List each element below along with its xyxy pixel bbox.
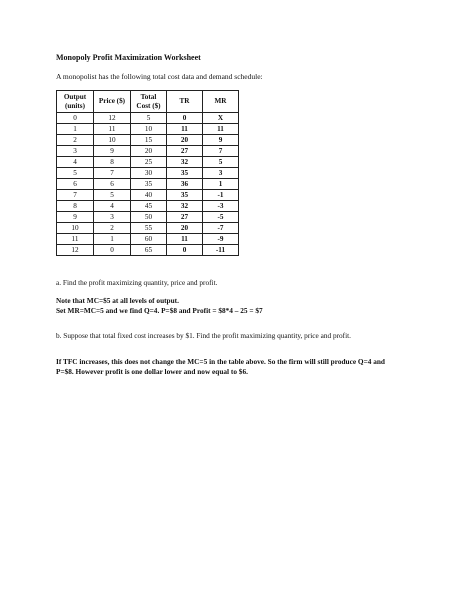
- cell-total-cost: 25: [131, 157, 167, 168]
- cell-total-cost: 60: [131, 234, 167, 245]
- answer-b-line1: If TFC increases, this does not change the MC=5 in the table above. So the firm will still produce Q=4 and: [56, 357, 385, 366]
- cell-price: 1: [94, 234, 131, 245]
- table-row: [57, 223, 239, 234]
- cell-tr: 11: [167, 124, 203, 135]
- cell-total-cost: 65: [131, 245, 167, 256]
- cell-tr: 35: [167, 168, 203, 179]
- cell-output: 6: [57, 179, 94, 190]
- cell-mr: -5: [203, 212, 239, 223]
- cell-mr: -3: [203, 201, 239, 212]
- worksheet-title: Monopoly Profit Maximization Worksheet: [56, 53, 201, 62]
- cell-mr: X: [203, 113, 239, 124]
- cell-price: 7: [94, 168, 131, 179]
- table-row: [57, 168, 239, 179]
- cell-price: 12: [94, 113, 131, 124]
- cell-tr: 35: [167, 190, 203, 201]
- cell-tr: 36: [167, 179, 203, 190]
- cell-price: 4: [94, 201, 131, 212]
- answer-b-line2: P=$8. However profit is one dollar lower and now equal to $6.: [56, 367, 248, 376]
- header-total-cost-line2: Cost ($): [136, 101, 161, 110]
- cell-output: 5: [57, 168, 94, 179]
- cell-total-cost: 30: [131, 168, 167, 179]
- table-row: [57, 124, 239, 135]
- answer-a-line2: Set MR=MC=5 and we find Q=4. P=$8 and Profit = $8*4 – 25 = $7: [56, 306, 263, 315]
- cell-output: 9: [57, 212, 94, 223]
- header-output: [57, 91, 94, 113]
- question-b: b. Suppose that total fixed cost increases by $1. Find the profit maximizing quantity, price and profit.: [56, 331, 351, 340]
- cell-price: 2: [94, 223, 131, 234]
- cell-output: 8: [57, 201, 94, 212]
- table-row: [57, 135, 239, 146]
- header-mr-line1: MR: [214, 97, 227, 105]
- table-row: [57, 234, 239, 245]
- cell-price: 6: [94, 179, 131, 190]
- answer-b: [56, 357, 426, 377]
- cell-mr: 11: [203, 124, 239, 135]
- cell-tr: 32: [167, 157, 203, 168]
- header-price: [94, 91, 131, 113]
- cell-total-cost: 15: [131, 135, 167, 146]
- cell-tr: 32: [167, 201, 203, 212]
- cell-output: 7: [57, 190, 94, 201]
- cell-total-cost: 20: [131, 146, 167, 157]
- cell-price: 10: [94, 135, 131, 146]
- cell-tr: 0: [167, 245, 203, 256]
- header-total-cost-line1: Total: [140, 92, 157, 101]
- cell-total-cost: 35: [131, 179, 167, 190]
- cell-mr: 5: [203, 157, 239, 168]
- cell-mr: 7: [203, 146, 239, 157]
- cell-mr: 3: [203, 168, 239, 179]
- cell-mr: 9: [203, 135, 239, 146]
- cell-output: 4: [57, 157, 94, 168]
- cost-demand-table: [56, 90, 239, 256]
- cell-mr: -9: [203, 234, 239, 245]
- cell-price: 0: [94, 245, 131, 256]
- table-row: [57, 212, 239, 223]
- cell-output: 2: [57, 135, 94, 146]
- cell-total-cost: 50: [131, 212, 167, 223]
- table-row: [57, 245, 239, 256]
- cell-price: 8: [94, 157, 131, 168]
- header-tr: [167, 91, 203, 113]
- cell-price: 3: [94, 212, 131, 223]
- cell-total-cost: 10: [131, 124, 167, 135]
- table-row: [57, 113, 239, 124]
- table-row: [57, 146, 239, 157]
- cell-total-cost: 45: [131, 201, 167, 212]
- answer-a-line1: Note that MC=$5 at all levels of output.: [56, 296, 179, 305]
- header-output-line2: (units): [65, 101, 85, 110]
- cell-mr: -1: [203, 190, 239, 201]
- header-price-line1: Price ($): [98, 97, 126, 105]
- cell-total-cost: 5: [131, 113, 167, 124]
- cell-output: 0: [57, 113, 94, 124]
- cell-mr: -11: [203, 245, 239, 256]
- table-row: [57, 157, 239, 168]
- intro-text: A monopolist has the following total cost data and demand schedule:: [56, 72, 263, 81]
- cell-output: 10: [57, 223, 94, 234]
- header-mr: [203, 91, 239, 113]
- cell-tr: 0: [167, 113, 203, 124]
- header-total-cost: [131, 91, 167, 113]
- cell-output: 1: [57, 124, 94, 135]
- cell-tr: 27: [167, 146, 203, 157]
- table-body: [57, 113, 239, 256]
- cell-total-cost: 55: [131, 223, 167, 234]
- question-a: a. Find the profit maximizing quantity, price and profit.: [56, 278, 218, 287]
- cell-total-cost: 40: [131, 190, 167, 201]
- cell-output: 11: [57, 234, 94, 245]
- cell-tr: 20: [167, 135, 203, 146]
- table-row: [57, 190, 239, 201]
- table-header-row: [57, 91, 239, 113]
- table-row: [57, 201, 239, 212]
- cell-tr: 27: [167, 212, 203, 223]
- header-output-line1: Output: [63, 92, 87, 101]
- table-row: [57, 179, 239, 190]
- cell-price: 5: [94, 190, 131, 201]
- cell-output: 3: [57, 146, 94, 157]
- cell-mr: -7: [203, 223, 239, 234]
- header-tr-line1: TR: [179, 97, 190, 105]
- cell-mr: 1: [203, 179, 239, 190]
- cell-price: 9: [94, 146, 131, 157]
- cell-price: 11: [94, 124, 131, 135]
- answer-a: [56, 296, 263, 316]
- cell-output: 12: [57, 245, 94, 256]
- cell-tr: 20: [167, 223, 203, 234]
- cell-tr: 11: [167, 234, 203, 245]
